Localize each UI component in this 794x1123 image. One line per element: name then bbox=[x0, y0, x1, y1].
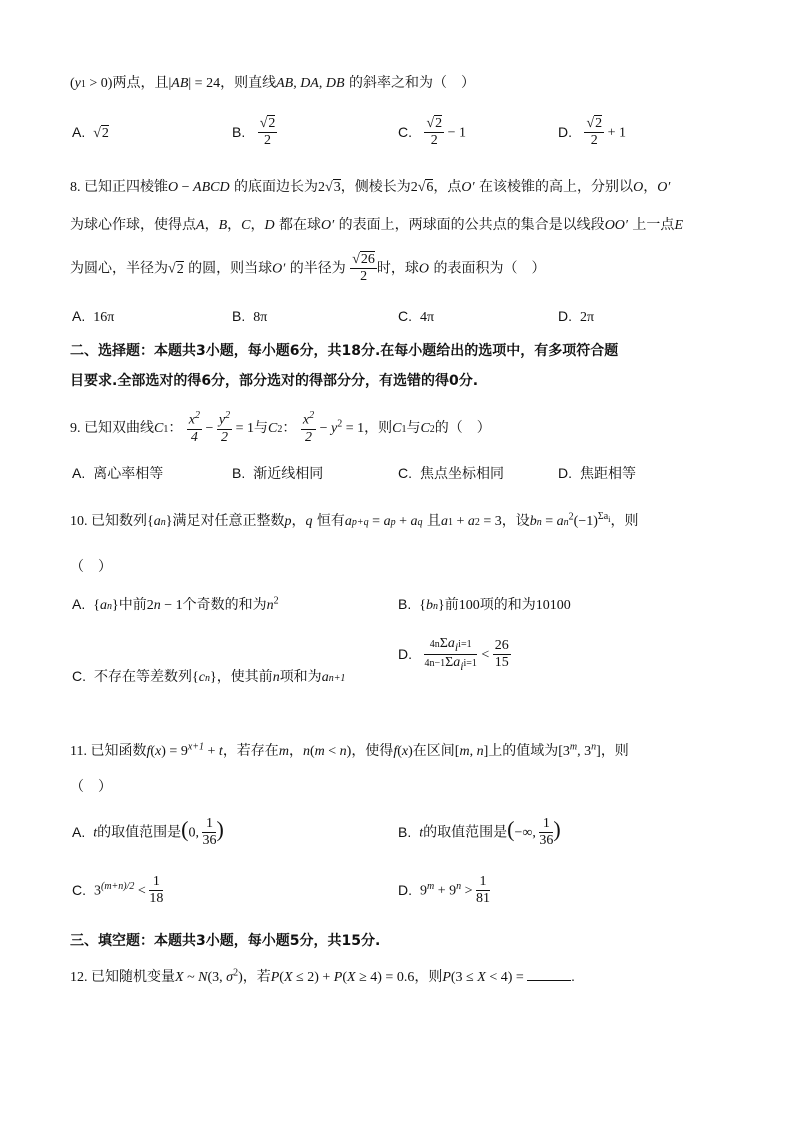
q11-option-b[interactable]: B. t的取值范围是(−∞, $\frac{1}{36}$ ) bbox=[398, 816, 561, 849]
q9-option-a[interactable]: A. 离心率相等 bbox=[72, 465, 164, 482]
q10-option-b[interactable]: B. {bn}前100项的和为10100 bbox=[398, 596, 571, 613]
q11-option-d[interactable]: D. $9^m + 9^n$ > $\frac{1}{81}$ bbox=[398, 874, 491, 907]
q8-option-a[interactable]: A. 16π bbox=[72, 308, 115, 325]
q12-stem: 12. 已知随机变量X ~ N(3, $\sigma^2$)，若P(X ≤ 2) + P(X ≥ 4) = 0.6，则P(3 ≤ X < 4) = . bbox=[70, 967, 575, 985]
q11-option-c[interactable]: C. $3^{(m+n)/2}$ < $\frac{1}{18}$ bbox=[72, 874, 164, 907]
q8-option-d[interactable]: D. 2π bbox=[558, 308, 595, 325]
q10-option-c[interactable]: C. 不存在等差数列{cn}，使其前n项和为an+1 bbox=[72, 668, 346, 685]
q8-line3: 为圆心，半径为√2 的圆，则当球O′ 的半径为 $\frac{√26}{2}$ 时，球O 的表面积为（ ） bbox=[70, 252, 546, 285]
q10-stem: 10. 已知数列{an}满足对任意正整数p，q 恒有ap+q = ap + aq 且a1 + a2 = 3，设bn = $an^2(-1)^{\Sigma a_i}$，则 bbox=[70, 511, 639, 529]
q9-option-c[interactable]: C. 焦点坐标相同 bbox=[398, 465, 504, 482]
q11-option-a[interactable]: A. t的取值范围是(0, $\frac{1}{36}$ ) bbox=[72, 816, 224, 849]
q10-paren: （ ） bbox=[70, 559, 112, 575]
q11-stem: 11. 已知函数$f(x) = 9^{x+1} + t$，若存在m，n(m < n)，使得f(x)在区间[m, n]上的值域为[3$^m$, 3$^n$]，则 bbox=[70, 741, 629, 759]
q8-option-c[interactable]: C. 4π bbox=[398, 308, 435, 325]
q10-option-a[interactable]: A. {an}中前2n − 1个奇数的和为$n^2$ bbox=[72, 595, 279, 613]
q7-option-d[interactable]: D. $\frac{√2}{2}$ + 1 bbox=[558, 116, 627, 149]
q7-continuation: (y1 > 0)两点，且|AB| = 24，则直线AB, DA, DB 的斜率之和为（ ） bbox=[70, 75, 475, 91]
q9-option-b[interactable]: B. 渐近线相同 bbox=[232, 465, 324, 482]
q9-stem: 9. 已知双曲线C1： $\frac{x^2}{4}$ − $\frac{y^2}{2}$ = 1与C2： $\frac{x^2}{2}$ − $y^2 = 1$，则C1与C2的（ ） bbox=[70, 410, 491, 445]
section2-heading-line1: 二、选择题：本题共3小题，每小题6分，共18分.在每小题给出的选项中，有多项符合题 bbox=[70, 343, 619, 359]
q8-line1: 8. 已知正四棱锥O − ABCD 的底面边长为2√3，侧棱长为2√6，点O′ 在该棱锥的高上，分别以O，O′ bbox=[70, 179, 671, 195]
section3-heading: 三、填空题：本题共3小题，每小题5分，共15分. bbox=[70, 933, 381, 949]
q7-option-a[interactable]: A. √2 bbox=[72, 124, 109, 141]
q10-option-d[interactable]: D. $\frac{4n\Sigma a_ii=1}{4n-1\Sigma a_ii=1}$ < $\frac{26}{15}$ bbox=[398, 636, 509, 674]
section2-heading-line2: 目要求.全部选对的得6分，部分选对的得部分分，有选错的得0分. bbox=[70, 373, 479, 389]
q8-line2: 为球心作球，使得点A，B，C，D 都在球O′ 的表面上，两球面的公共点的集合是以线段OO′ 上一点E bbox=[70, 217, 683, 233]
q7-option-b[interactable]: B. $\frac{√2}{2}$ bbox=[232, 116, 276, 149]
q11-paren: （ ） bbox=[70, 779, 112, 795]
q9-option-d[interactable]: D. 焦距相等 bbox=[558, 465, 636, 482]
q7-option-c[interactable]: C. $\frac{√2}{2}$ − 1 bbox=[398, 116, 467, 149]
q12-answer-blank[interactable] bbox=[527, 980, 571, 981]
q8-option-b[interactable]: B. 8π bbox=[232, 308, 268, 325]
